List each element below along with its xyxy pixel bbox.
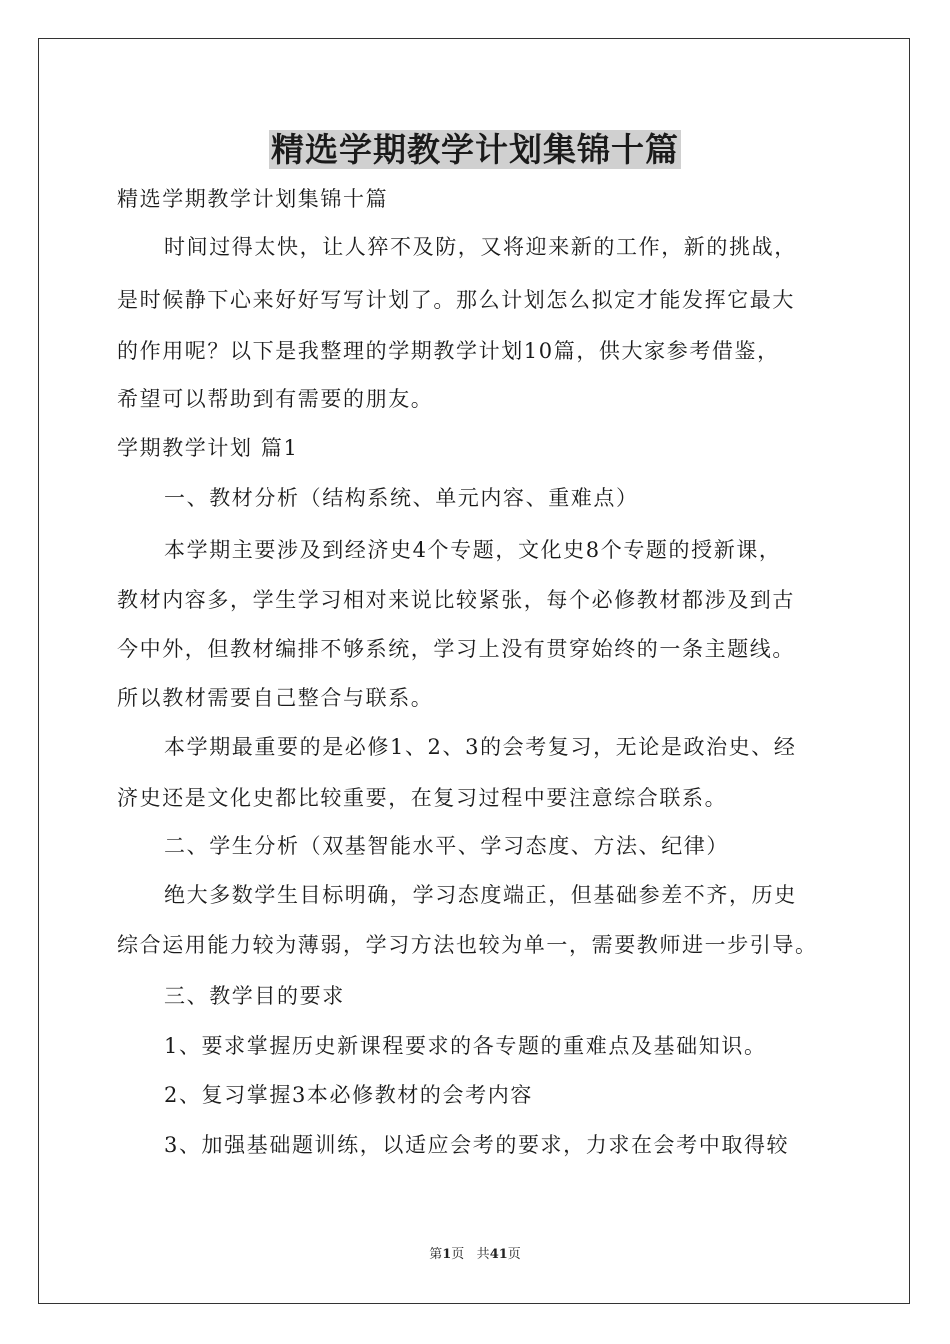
paragraph-line: 1、要求掌握历史新课程要求的各专题的重难点及基础知识。 — [164, 1034, 767, 1058]
paragraph-line: 2、复习掌握3本必修教材的会考内容 — [164, 1083, 533, 1107]
paragraph-line: 希望可以帮助到有需要的朋友。 — [117, 387, 434, 411]
paragraph-line: 的作用呢？以下是我整理的学期教学计划10篇，供大家参考借鉴， — [117, 339, 780, 363]
paragraph-line: 三、教学目的要求 — [164, 984, 345, 1008]
page-border — [38, 38, 910, 1304]
page-footer — [0, 1246, 950, 1264]
footer-total-suffix: 页 — [507, 1247, 521, 1262]
paragraph-line: 时间过得太快，让人猝不及防，又将迎来新的工作，新的挑战， — [164, 235, 797, 259]
paragraph-line: 绝大多数学生目标明确，学习态度端正，但基础参差不齐，历史 — [164, 883, 797, 907]
section-heading: 学期教学计划 篇1 — [117, 436, 299, 460]
paragraph-line: 济史还是文化史都比较重要，在复习过程中要注意综合联系。 — [117, 786, 728, 810]
paragraph-line: 教材内容多，学生学习相对来说比较紧张，每个必修教材都涉及到古 — [117, 588, 795, 612]
footer-page-suffix: 页 — [451, 1247, 465, 1262]
footer-page-number: 1 — [442, 1247, 452, 1262]
document-title-text: 精选学期教学计划集锦十篇 — [271, 130, 679, 169]
subtitle-line: 精选学期教学计划集锦十篇 — [117, 187, 389, 211]
footer-page-prefix: 第 — [429, 1247, 443, 1262]
footer-total-prefix: 共 — [476, 1247, 490, 1262]
document-title — [0, 128, 950, 172]
paragraph-line: 3、加强基础题训练，以适应会考的要求，力求在会考中取得较 — [164, 1133, 790, 1157]
paragraph-line: 本学期主要涉及到经济史4个专题，文化史8个专题的授新课， — [164, 538, 782, 562]
paragraph-line: 今中外，但教材编排不够系统，学习上没有贯穿始终的一条主题线。 — [117, 637, 795, 661]
paragraph-line: 是时候静下心来好好写写计划了。那么计划怎么拟定才能发挥它最大 — [117, 288, 795, 312]
paragraph-line: 二、学生分析（双基智能水平、学习态度、方法、纪律） — [164, 834, 729, 858]
footer-total-number: 41 — [489, 1247, 508, 1262]
paragraph-line: 所以教材需要自己整合与联系。 — [117, 686, 434, 710]
paragraph-line: 本学期最重要的是必修1、2、3的会考复习，无论是政治史、经 — [164, 735, 797, 759]
paragraph-line: 综合运用能力较为薄弱，学习方法也较为单一，需要教师进一步引导。 — [117, 933, 818, 957]
paragraph-line: 一、教材分析（结构系统、单元内容、重难点） — [164, 486, 639, 510]
